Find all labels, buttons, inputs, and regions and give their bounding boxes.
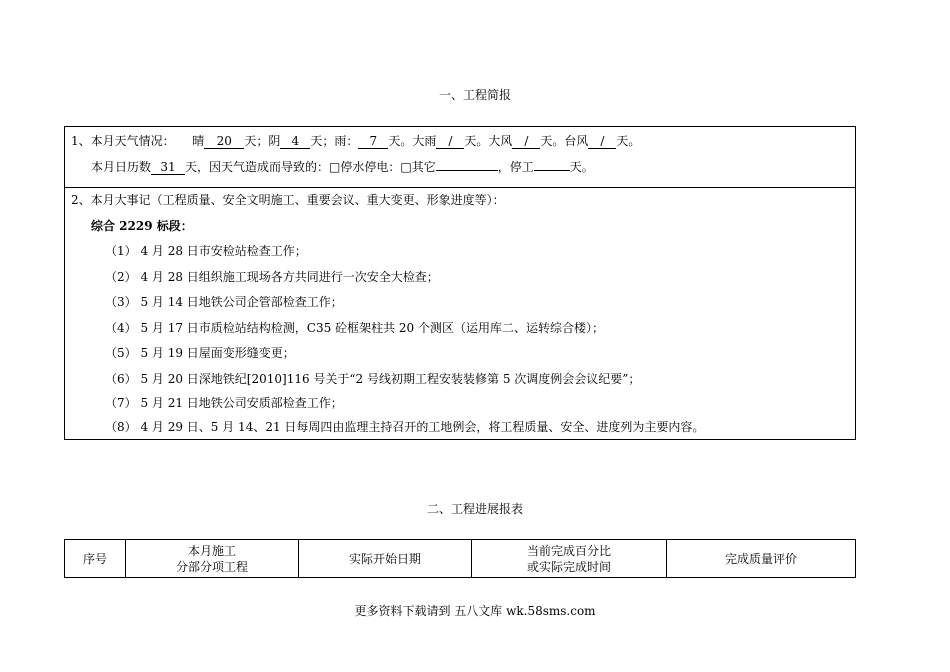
event-item: （1） 4 月 28 日市安检站检查工作； (105, 244, 307, 258)
cloudy-label: 天；阴 (244, 134, 281, 148)
event-item: （2） 4 月 28 日组织施工现场各方共同进行一次安全大检查； (105, 270, 439, 284)
header-completion-line1: 当前完成百分比 (526, 543, 611, 558)
calendar-line (91, 159, 594, 175)
event-item: （5） 5 月 19 日屋面变形缝变更； (105, 346, 295, 360)
section1-title: 一、工程简报 (438, 88, 511, 102)
header-seq: 序号 (65, 540, 126, 578)
header-completion (472, 540, 667, 578)
gale-label: 天。大风 (464, 134, 513, 148)
events-heading: 2、本月大事记（工程质量、安全文明施工、重要会议、重大变更、形象进度等）： (71, 193, 505, 207)
header-completion-line2: 或实际完成时间 (526, 559, 611, 574)
event-item: （4） 5 月 17 日市质检站结构检测，C35 砼框架柱共 20 个测区（运用库二、运转综合楼）； (105, 321, 604, 335)
footer-text: 更多资料下载请到 五八文库 wk.58sms.com (354, 604, 596, 618)
rain-days: 7 (358, 134, 388, 149)
event-item: （7） 5 月 21 日地铁公司安质部检查工作； (105, 396, 343, 410)
calendar-text: 天，因天气造成而导致的： (185, 160, 330, 174)
other-blank (436, 170, 498, 171)
header-quality: 完成质量评价 (667, 540, 856, 578)
weather-line (71, 133, 640, 149)
gale-days: / (512, 134, 540, 149)
sunny-label: 晴 (192, 134, 205, 148)
header-work-line2: 分部分项工程 (175, 559, 248, 574)
weather-end: 天。 (616, 134, 641, 148)
calendar-days: 31 (151, 160, 185, 175)
typhoon-label: 天。台风 (540, 134, 589, 148)
divider (65, 187, 855, 188)
header-start-date: 实际开始日期 (299, 540, 472, 578)
calendar-end: 天。 (569, 160, 594, 174)
sunny-days: 20 (204, 134, 244, 149)
progress-table (64, 539, 856, 578)
calendar-label: 本月日历数 (91, 160, 152, 174)
briefing-box (64, 126, 856, 440)
table-header-row (65, 540, 856, 578)
stoppage-label: ，停工 (497, 160, 534, 174)
typhoon-days: / (588, 134, 616, 149)
heavy-rain-days: / (436, 134, 464, 149)
event-item: （3） 5 月 14 日地铁公司企管部检查工作； (105, 295, 343, 309)
option-power-outage: □停水停电： (329, 160, 401, 174)
section2-title: 二、工程进展报表 (426, 502, 523, 516)
weather-label: 1、本月天气情况： (71, 134, 175, 148)
option-other: □其它 (400, 160, 436, 174)
rain-label: 天；雨： (310, 134, 359, 148)
header-work (126, 540, 299, 578)
header-work-line1: 本月施工 (187, 543, 236, 558)
event-item: （8） 4 月 29 日、5 月 14、21 日每周四由监理主持召开的工地例会，将工程质量、安全、进度列为主要内容。 (105, 420, 705, 434)
section-label: 综合 2229 标段： (91, 219, 193, 233)
event-item: （6） 5 月 20 日深地铁纪[2010]116 号关于“2 号线初期工程安装装修第 5 次调度例会会议纪要”； (105, 372, 641, 386)
cloudy-days: 4 (280, 134, 310, 149)
heavy-rain-label: 天。大雨 (388, 134, 437, 148)
stoppage-blank (534, 170, 570, 171)
